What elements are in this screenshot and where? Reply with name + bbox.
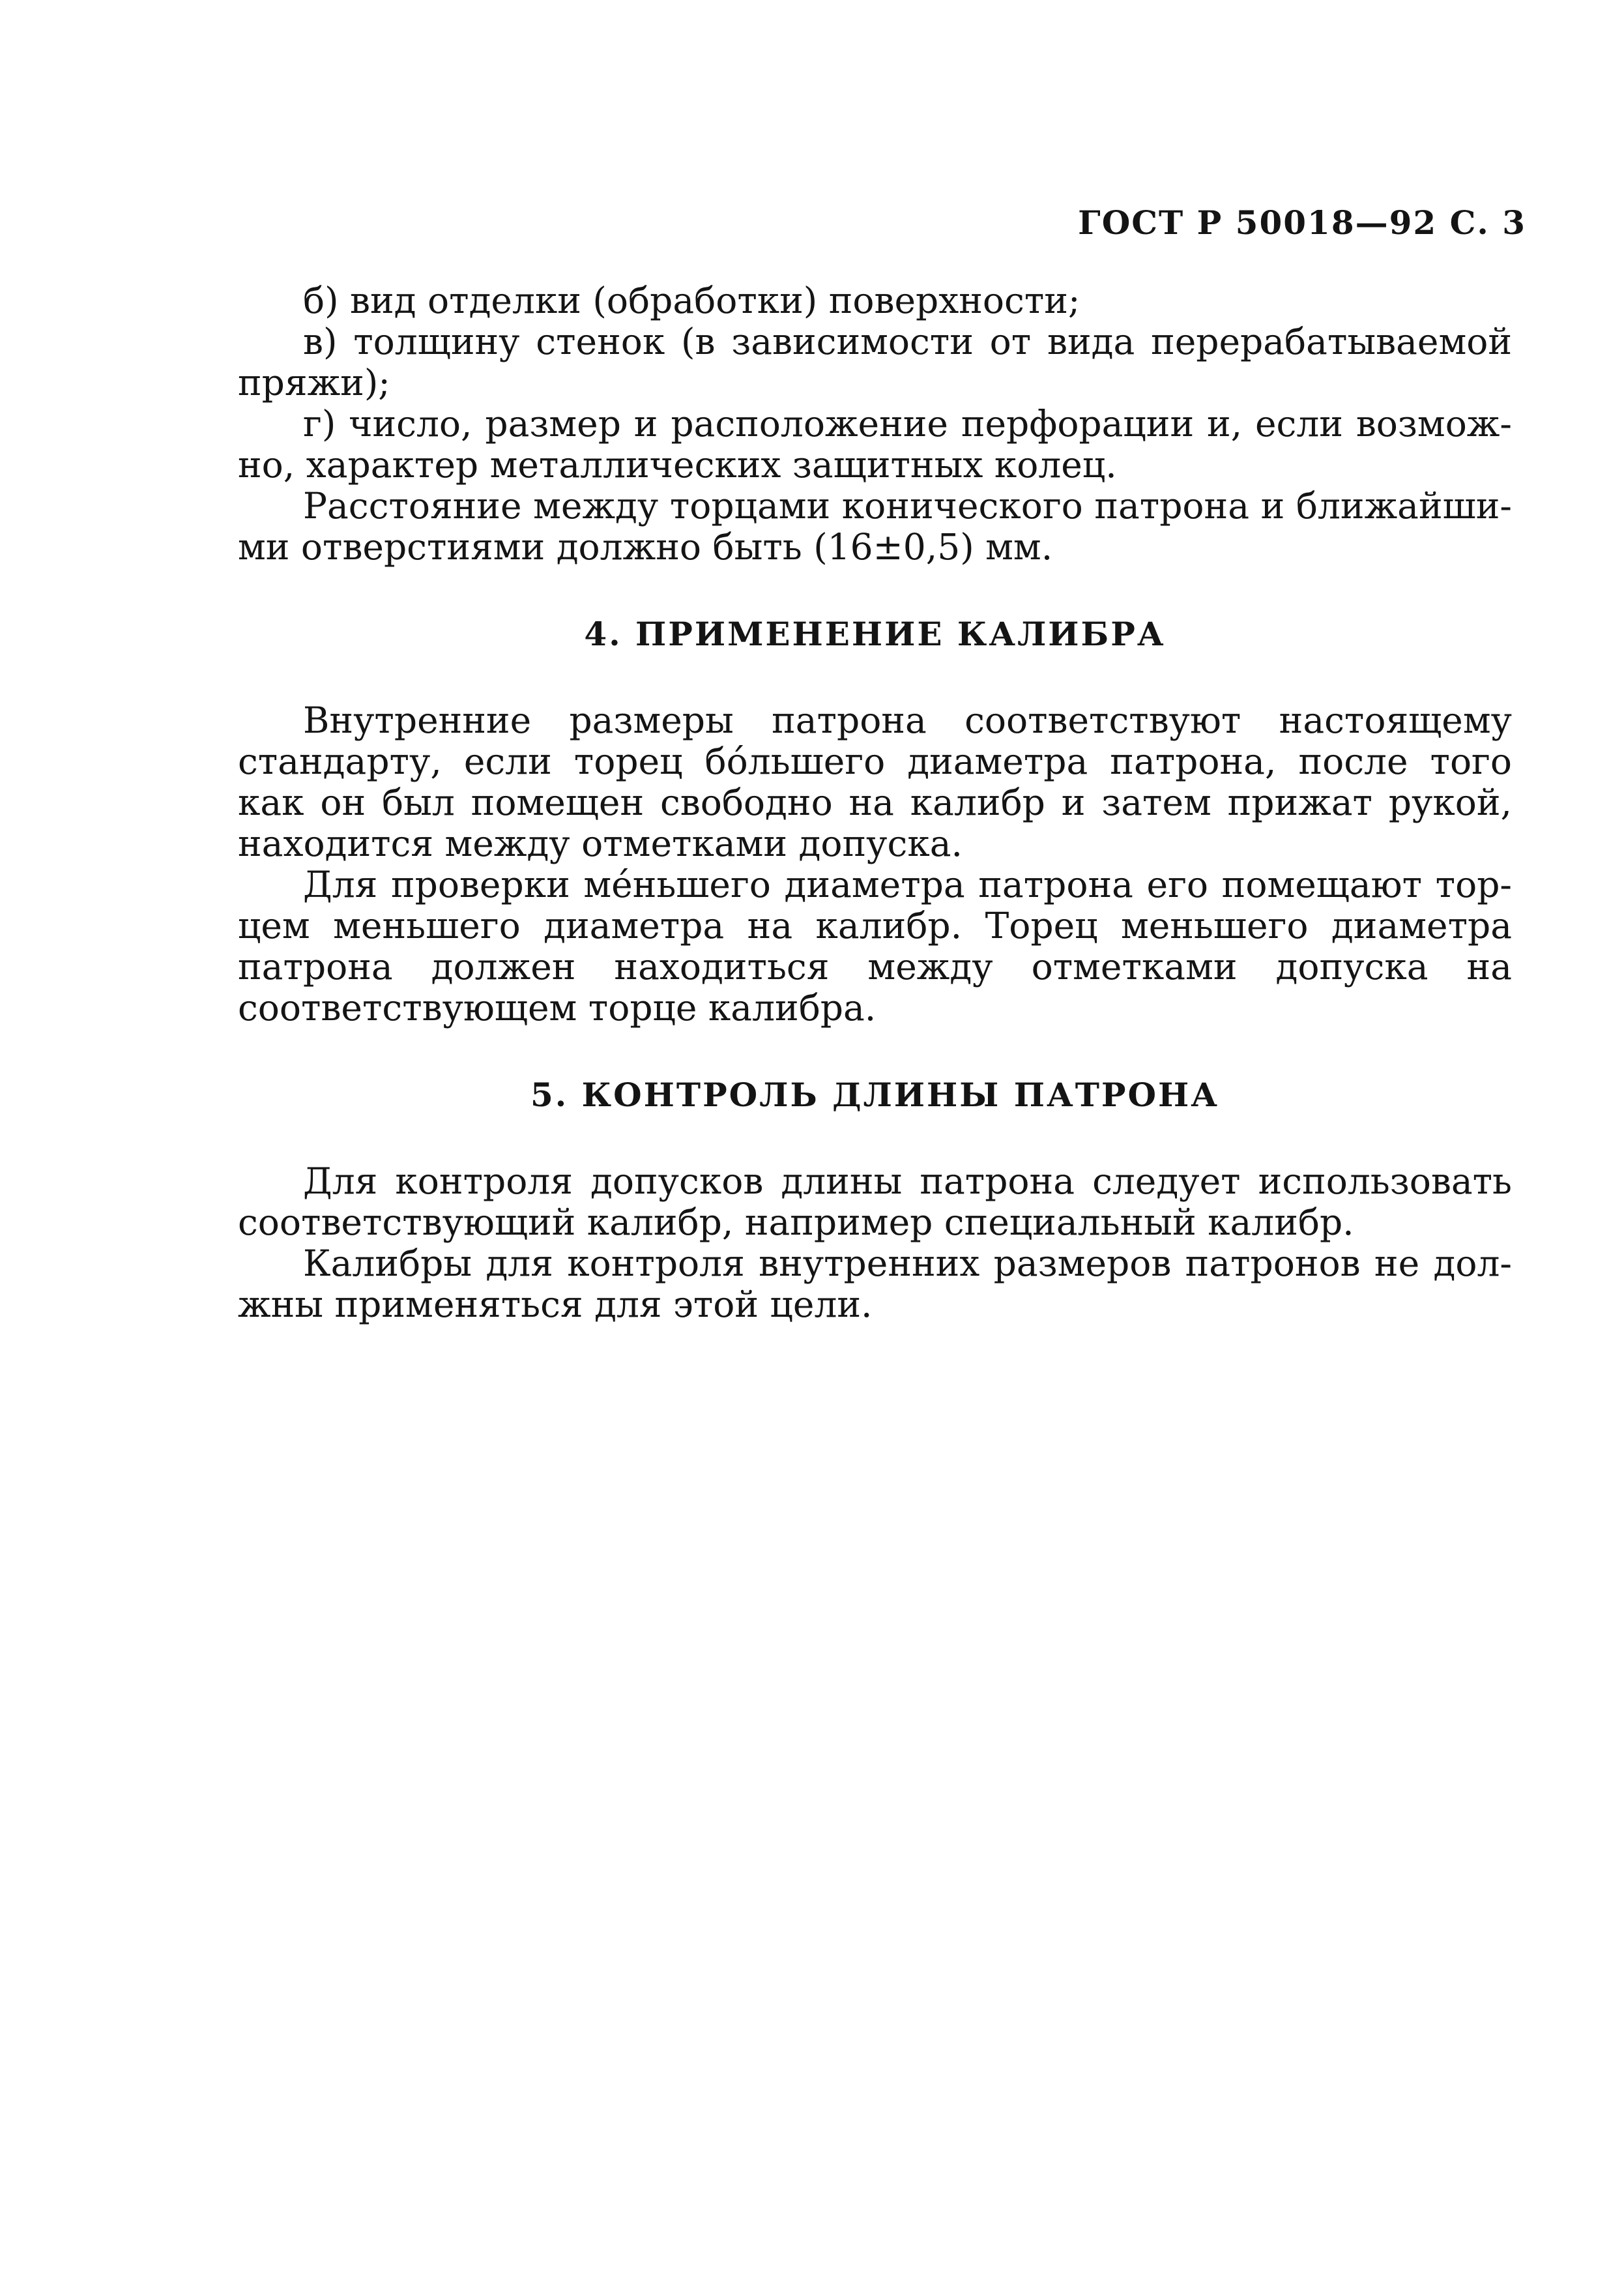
section-4-paragraph: Для проверки мéньшего диаметра патрона его помещают торцем меньшего диаметра на калибр. Торец меньшего диаметра патрона должен находиться между отметками допуска на соответствующем торце калибра. <box>238 864 1512 1029</box>
document-body <box>238 280 1512 1325</box>
section-4-title: 4. ПРИМЕНЕНИЕ КАЛИБРА <box>584 615 1166 653</box>
distance-paragraph: Расстояние между торцами конического патрона и ближайшими отверстиями должно быть (16±0,5) мм. <box>238 485 1512 568</box>
section-5-paragraph: Калибры для контроля внутренних размеров патронов не должны применяться для этой цели. <box>238 1242 1512 1325</box>
section-4-paragraph: Внутренние размеры патрона соответствуют настоящему стандарту, если торец бóльшего диаметра патрона, после того как он был помещен свободно на калибр и затем прижат рукой, находится между отметками допуска. <box>238 699 1512 864</box>
list-item-v: в) толщину стенок (в зависимости от вида перерабатываемой пряжи); <box>238 321 1512 404</box>
list-item-g: г) число, размер и расположение перфорации и, если возможно, характер металлических защитных колец. <box>238 403 1512 486</box>
section-5-paragraph: Для контроля допусков длины патрона следует использовать соответствующий калибр, например специальный калибр. <box>238 1160 1512 1243</box>
list-item-b: б) вид отделки (обработки) поверхности; <box>303 280 1080 321</box>
page-header: ГОСТ Р 50018—92 С. 3 <box>1078 203 1526 242</box>
section-5-title: 5. КОНТРОЛЬ ДЛИНЫ ПАТРОНА <box>530 1076 1220 1114</box>
